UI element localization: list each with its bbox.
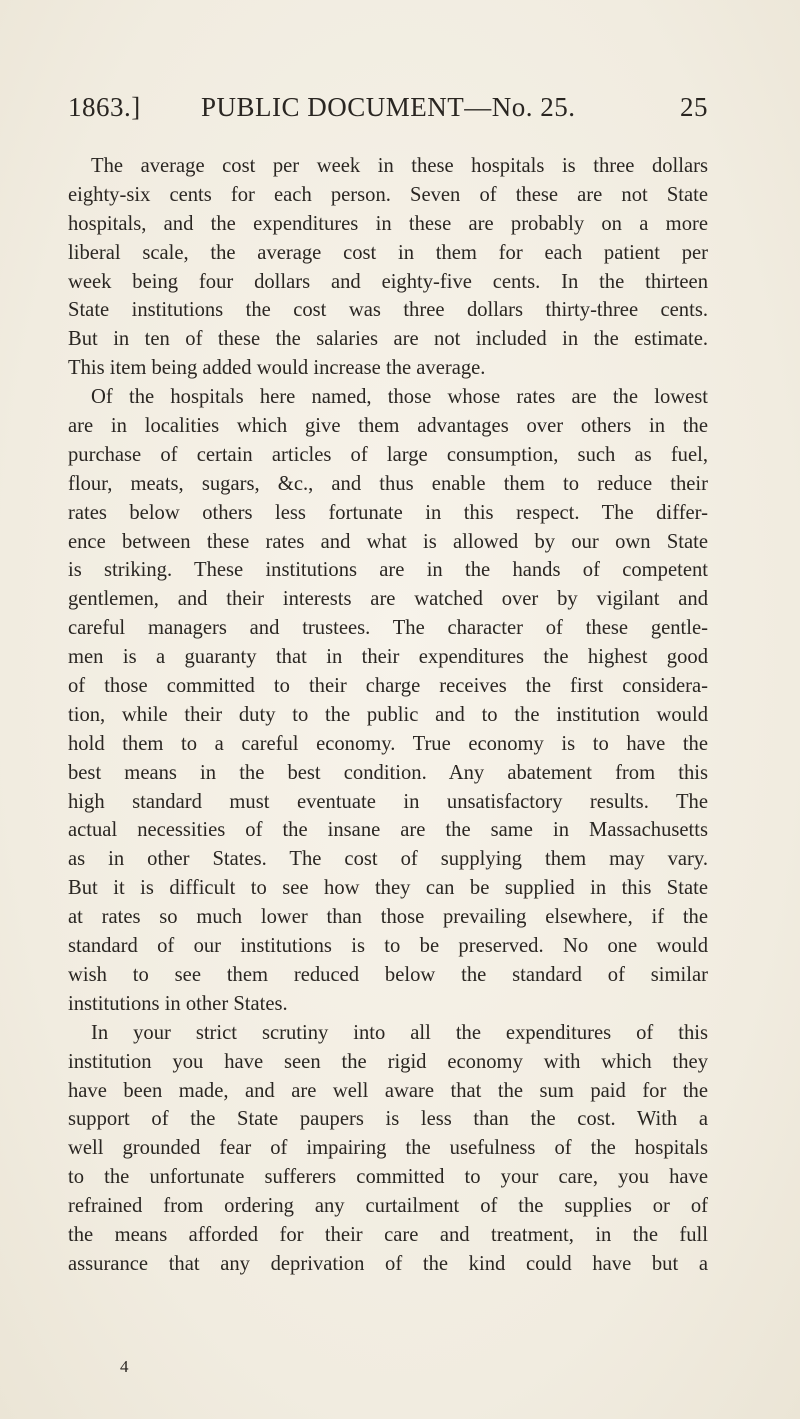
text-line: The average cost per week in these hospitals is three dollars: [91, 155, 708, 177]
text-line: careful managers and trustees. The character of these gentle-: [68, 617, 708, 640]
text-line: refrained from ordering any curtailment of the supplies or of: [68, 1195, 708, 1218]
text-line: best means in the best condition. Any abatement from this: [68, 761, 708, 784]
text-line: gentlemen, and their interests are watched over by vigilant and: [68, 588, 708, 611]
text-line: the means afforded for their care and treatment, in the full: [68, 1223, 708, 1246]
text-line: institutions in other States.: [68, 992, 288, 1015]
text-line: men is a guaranty that in their expenditures the highest good: [68, 646, 708, 669]
text-line: But it is difficult to see how they can be supplied in this State: [68, 877, 708, 900]
signature-mark: 4: [120, 1357, 129, 1376]
header-title: PUBLIC DOCUMENT—No. 25.: [201, 92, 576, 122]
text-line: to the unfortunate sufferers committed to your care, you have: [68, 1166, 708, 1189]
text-line: hospitals, and the expenditures in these are probably on a more: [68, 212, 708, 235]
text-line: of those committed to their charge receives the first considera-: [68, 675, 708, 698]
text-line: purchase of certain articles of large consumption, such as fuel,: [68, 443, 708, 466]
text-line: are in localities which give them advantages over others in the: [68, 415, 708, 438]
text-line: liberal scale, the average cost in them for each patient per: [68, 241, 708, 264]
body-text: [68, 152, 708, 1279]
text-line: institution you have seen the rigid economy with which they: [68, 1050, 708, 1073]
text-line: State institutions the cost was three dollars thirty-three cents.: [68, 299, 708, 322]
text-line: is striking. These institutions are in the hands of competent: [68, 559, 708, 582]
text-line: have been made, and are well aware that the sum paid for the: [68, 1079, 708, 1102]
text-line: tion, while their duty to the public and to the institution would: [68, 703, 708, 726]
text-line: Of the hospitals here named, those whose rates are the lowest: [91, 386, 708, 409]
text-line: actual necessities of the insane are the same in Massachusetts: [68, 819, 708, 842]
text-line: But in ten of these the salaries are not included in the estimate.: [68, 328, 708, 351]
text-line: wish to see them reduced below the standard of similar: [68, 963, 708, 986]
text-line: ence between these rates and what is allowed by our own State: [68, 530, 708, 553]
text-line: support of the State paupers is less than the cost. With a: [68, 1108, 708, 1131]
text-line: This item being added would increase the average.: [68, 357, 486, 380]
header-year: 1863.]: [68, 92, 141, 122]
text-line: standard of our institutions is to be preserved. No one would: [68, 935, 708, 958]
text-line: high standard must eventuate in unsatisfactory results. The: [68, 790, 708, 813]
text-line: eighty-six cents for each person. Seven of these are not State: [68, 183, 708, 206]
text-line: In your strict scrutiny into all the expenditures of this: [91, 1021, 708, 1044]
text-line: flour, meats, sugars, &c., and thus enable them to reduce their: [68, 472, 708, 495]
text-line: assurance that any deprivation of the kind could have but a: [68, 1252, 708, 1275]
page-number: 25: [680, 92, 708, 122]
text-line: rates below others less fortunate in this respect. The differ-: [68, 501, 708, 524]
running-header: [68, 92, 708, 128]
text-line: hold them to a careful economy. True economy is to have the: [68, 732, 708, 755]
text-line: as in other States. The cost of supplying them may vary.: [68, 848, 708, 871]
text-line: week being four dollars and eighty-five cents. In the thirteen: [68, 270, 708, 293]
text-line: well grounded fear of impairing the usefulness of the hospitals: [68, 1137, 708, 1160]
text-line: at rates so much lower than those prevailing elsewhere, if the: [68, 906, 708, 929]
